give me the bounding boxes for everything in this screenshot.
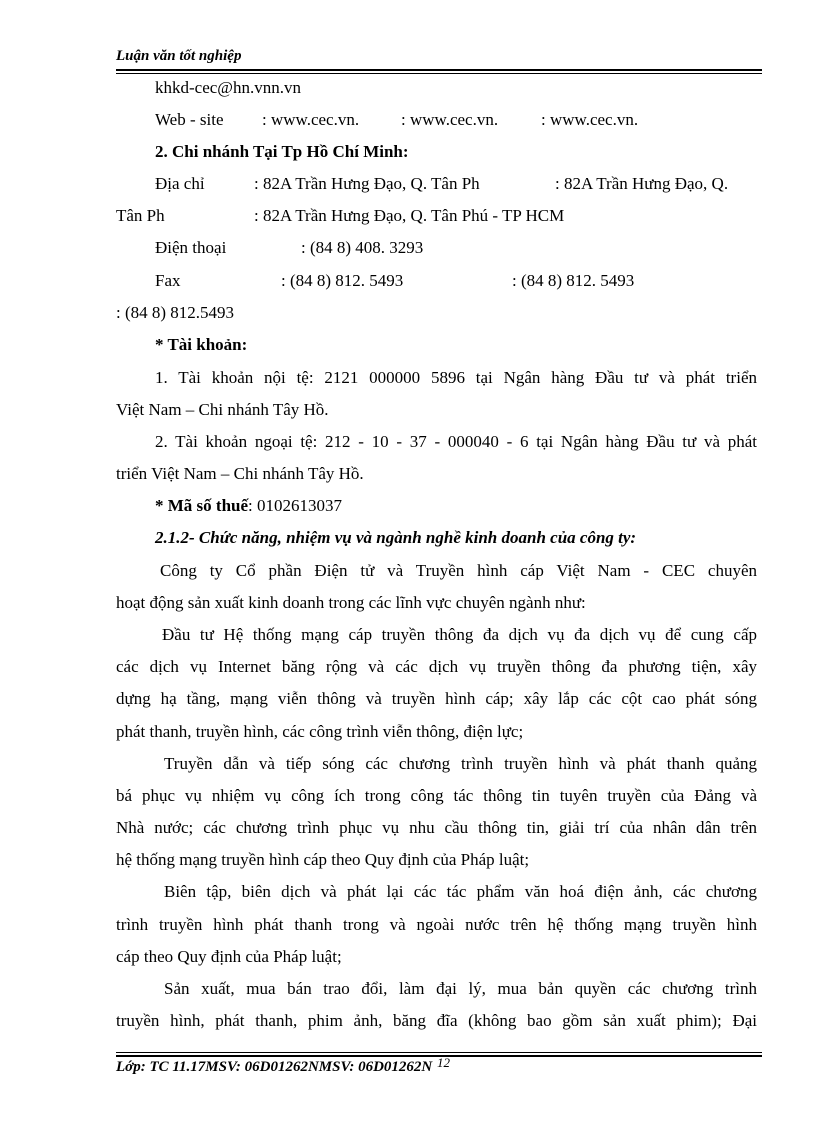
paragraph-3-line-1: Truyền dẫn và tiếp sóng các chương trình truyền hình và phát thanh quảng	[164, 754, 757, 773]
fax-value-3: : (84 8) 812.5493	[116, 303, 235, 322]
address-value-2: : 82A Trần Hưng Đạo, Q.	[555, 174, 729, 193]
paragraph-3-line-3: Nhà nước; các chương trình phục vụ nhu cầu thông tin, giải trí của nhân dân trên	[116, 818, 757, 837]
website-label: Web - site	[155, 110, 224, 129]
section-heading: 2.1.2- Chức năng, nhiệm vụ và ngành nghề kinh doanh của công ty:	[155, 528, 637, 547]
address-value-1: : 82A Trần Hưng Đạo, Q. Tân Ph	[254, 174, 480, 193]
phone-label: Điện thoại	[155, 238, 227, 257]
fax-value-2: : (84 8) 812. 5493	[512, 271, 635, 290]
account-2-line-1: 2. Tài khoản ngoại tệ: 212 - 10 - 37 - 000040 - 6 tại Ngân hàng Đầu tư và phát	[155, 432, 757, 451]
address-value-3: : 82A Trần Hưng Đạo, Q. Tân Phú - TP HCM	[254, 206, 565, 225]
paragraph-2-line-4: phát thanh, truyền hình, các công trình viễn thông, điện lực;	[116, 722, 524, 741]
paragraph-1-line-1: Công ty Cổ phần Điện tử và Truyền hình cáp Việt Nam - CEC chuyên	[160, 561, 757, 580]
document-header: Luận văn tốt nghiệp	[116, 48, 242, 64]
email-line: khkd-cec@hn.vnn.vn	[155, 78, 301, 97]
paragraph-2-line-2: các dịch vụ Internet băng rộng và các dịch vụ truyền thông đa phương tiện, xây	[116, 657, 757, 676]
phone-value: : (84 8) 408. 3293	[301, 238, 424, 257]
tax-code-line	[155, 496, 342, 516]
fax-label: Fax	[155, 271, 181, 290]
paragraph-1-line-2: hoạt động sản xuất kinh doanh trong các lĩnh vực chuyên ngành như:	[116, 593, 586, 612]
account-2-line-2: triển Việt Nam – Chi nhánh Tây Hồ.	[116, 464, 364, 483]
paragraph-5-line-1: Sản xuất, mua bán trao đổi, làm đại lý, mua bản quyền các chương trình	[164, 979, 757, 998]
accounts-heading: * Tài khoản:	[155, 335, 248, 354]
website-value-1: : www.cec.vn.	[262, 110, 360, 129]
tax-code-value: : 0102613037	[248, 496, 343, 515]
document-footer: Lớp: TC 11.17MSV: 06D01262NMSV: 06D01262N	[116, 1059, 433, 1075]
paragraph-2-line-3: dựng hạ tầng, mạng viễn thông và truyền hình cáp; xây lắp các cột cao phát sóng	[116, 689, 757, 708]
tax-code-label: * Mã số thuế	[155, 496, 249, 515]
header-rule-thick	[116, 69, 762, 71]
branch-heading: 2. Chi nhánh Tại Tp Hồ Chí Minh:	[155, 142, 409, 161]
paragraph-4-line-2: trình truyền hình phát thanh trong và ngoài nước trên hệ thống mạng truyền hình	[116, 915, 757, 934]
account-1-line-2: Việt Nam – Chi nhánh Tây Hồ.	[116, 400, 329, 419]
address-wrap: Tân Ph	[116, 206, 165, 225]
paragraph-4-line-1: Biên tập, biên dịch và phát lại các tác phẩm văn hoá điện ảnh, các chương	[164, 882, 757, 901]
page-number: 12	[437, 1055, 450, 1070]
website-value-3: : www.cec.vn.	[541, 110, 639, 129]
paragraph-2-line-1: Đầu tư Hệ thống mạng cáp truyền thông đa dịch vụ đa dịch vụ để cung cấp	[162, 625, 757, 644]
website-value-2: : www.cec.vn.	[401, 110, 499, 129]
address-label: Địa chỉ	[155, 174, 205, 193]
footer-rule-thin	[116, 1052, 762, 1053]
paragraph-3-line-2: bá phục vụ nhiệm vụ công ích trong công tác thông tin tuyên truyền của Đảng và	[116, 786, 757, 805]
header-rule-thin	[116, 73, 762, 74]
paragraph-4-line-3: cáp theo Quy định của Pháp luật;	[116, 947, 342, 966]
paragraph-3-line-4: hệ thống mạng truyền hình cáp theo Quy định của Pháp luật;	[116, 850, 530, 869]
fax-value-1: : (84 8) 812. 5493	[281, 271, 404, 290]
account-1-line-1: 1. Tài khoản nội tệ: 2121 000000 5896 tại Ngân hàng Đầu tư và phát triển	[155, 368, 757, 387]
paragraph-5-line-2: truyền hình, phát thanh, phim ảnh, băng đĩa (không bao gồm sản xuất phim); Đại	[116, 1011, 757, 1030]
